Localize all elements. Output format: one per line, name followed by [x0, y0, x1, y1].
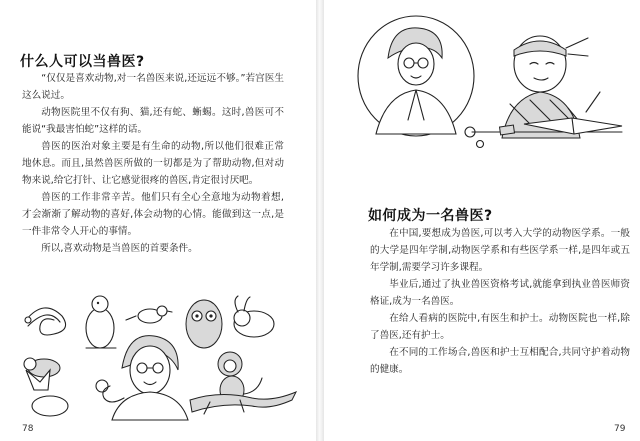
prairie-dog-drawing — [86, 296, 116, 348]
rabbit-drawing — [234, 296, 274, 337]
right-paragraph: 在中国,要想成为兽医,可以考入大学的动物医学系。一般的大学是四年学制,动物医学系和有些医学系一样,是四年或五年学制,需要学习许多课程。 — [370, 228, 630, 273]
right-heading: 如何成为一名兽医? — [368, 208, 493, 224]
left-paragraph: 动物医院里不仅有狗、猫,还有蛇、蜥蜴。这时,兽医可不能说“我最害怕蛇”这样的话。 — [22, 107, 284, 135]
right-paragraph: 在不同的工作场合,兽医和护士互相配合,共同守护着动物的健康。 — [370, 347, 630, 375]
owl-drawing — [186, 300, 222, 348]
bird-drawing — [126, 306, 172, 323]
right-body-text — [370, 225, 630, 378]
right-page — [324, 0, 640, 441]
snake-drawing — [25, 308, 66, 335]
left-body-text — [22, 70, 284, 257]
book-gutter — [316, 0, 324, 441]
page-number-right: 79 — [614, 424, 626, 434]
vet-with-animals-illustration — [14, 290, 304, 420]
left-heading: 什么人可以当兽医? — [20, 54, 145, 70]
left-paragraph: 兽医的医治对象主要是有生命的动物,所以他们很难正常地休息。而且,虽然兽医所做的一切都是为了帮助动物,但对动物来说,给它打针、让它感觉很疼的兽医,肯定很讨厌吧。 — [22, 141, 284, 186]
right-paragraph: 在给人看病的医院中,有医生和护士。动物医院也一样,除了兽医,还有护士。 — [370, 313, 630, 341]
left-paragraph: 兽医的工作非常辛苦。他们只有全心全意地为动物着想,才会渐渐了解动物的喜好,体会动物的心情。能做到这一点,是一件非常令人开心的事情。 — [22, 192, 284, 237]
student-dreaming-illustration — [354, 8, 634, 168]
left-page — [0, 0, 316, 441]
left-paragraph: “仅仅是喜欢动物,对一名兽医来说,还远远不够。”若宫医生这么说过。 — [22, 73, 284, 101]
fox-drawing — [26, 370, 68, 416]
right-paragraph: 毕业后,通过了执业兽医资格考试,就能拿到执业兽医师资格证,成为一名兽医。 — [370, 279, 630, 307]
thought-bubble — [358, 16, 484, 148]
page-number-left: 78 — [22, 424, 34, 434]
left-paragraph: 所以,喜欢动物是当兽医的首要条件。 — [41, 243, 198, 254]
